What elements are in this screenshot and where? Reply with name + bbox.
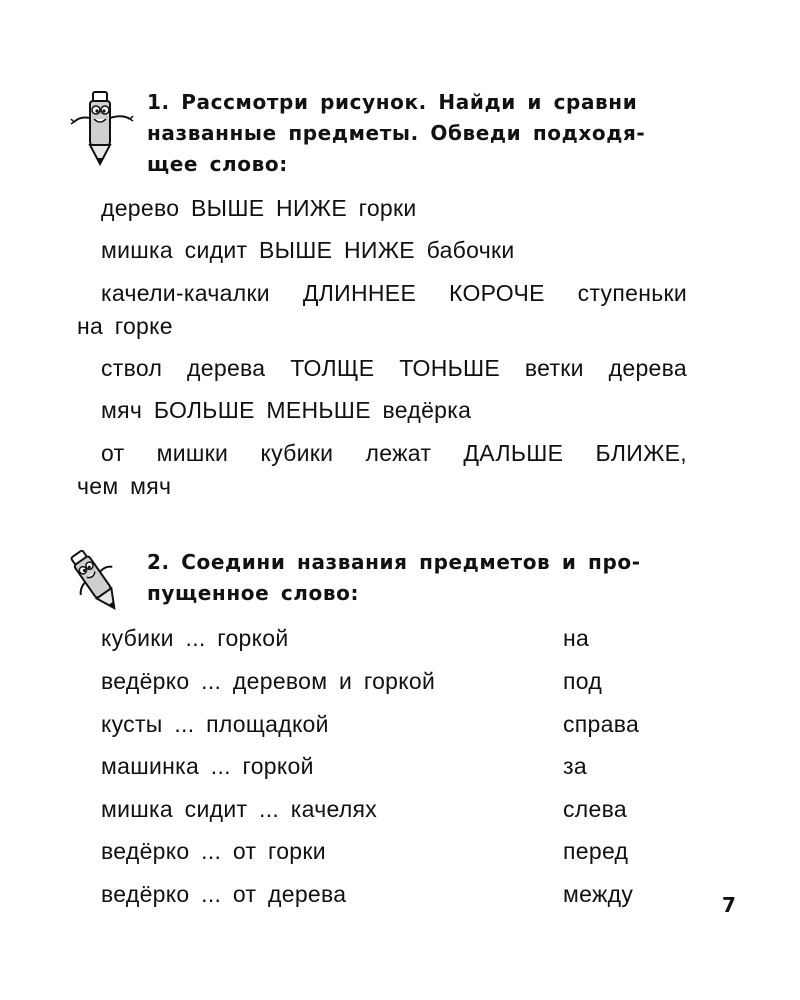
task-1-item: от мишки кубики лежат ДАЛЬШЕ БЛИЖЕ, [101, 440, 687, 466]
task-2-right-word: за [563, 753, 587, 779]
task-2-left-item: кубики ... горкой [101, 625, 289, 651]
task-2-left-item: ведёрко ... от горки [101, 838, 326, 864]
task-2-right-word: слева [563, 796, 627, 822]
task-1-item: дерево ВЫШЕ НИЖЕ горки [101, 195, 417, 221]
task-2-right-word: перед [563, 838, 629, 864]
task-2-right-word: между [563, 881, 634, 907]
task-2-right-word: под [563, 668, 603, 694]
pencil-character-icon [68, 544, 130, 618]
task-1-item: мишка сидит ВЫШЕ НИЖЕ бабочки [101, 237, 515, 263]
page-number: 7 [722, 893, 736, 917]
task-2-title-line: 2. Соедини названия предметов и про- [147, 550, 641, 574]
task-1-title-line: 1. Рассмотри рисунок. Найди и сравни [147, 90, 638, 114]
task-2-right-word: на [563, 625, 590, 651]
task-2-title [147, 547, 707, 609]
task-2-left-item: ведёрко ... от дерева [101, 881, 347, 907]
task-1-item: мяч БОЛЬШЕ МЕНЬШЕ ведёрка [101, 397, 472, 423]
task-2-left-item: мишка сидит ... качелях [101, 796, 378, 822]
task-1-item: качели-качалки ДЛИННЕЕ КОРОЧЕ ступеньки [101, 280, 687, 306]
task-1-item-continuation: чем мяч [77, 473, 172, 499]
task-2-title-line: пущенное слово: [147, 581, 360, 605]
task-1-title [147, 87, 707, 180]
task-1-title-line: названные предметы. Обведи подходя- [147, 121, 646, 145]
task-1-title-line: щее слово: [147, 152, 288, 176]
task-2-right-word: справа [563, 711, 640, 737]
task-1-item: ствол дерева ТОЛЩЕ ТОНЬШЕ ветки дерева [101, 355, 687, 381]
task-2-left-item: машинка ... горкой [101, 753, 314, 779]
pencil-character-icon [70, 88, 136, 170]
task-2-left-item: кусты ... площадкой [101, 711, 329, 737]
task-1-item-continuation: на горке [77, 313, 173, 339]
task-2-left-item: ведёрко ... деревом и горкой [101, 668, 436, 694]
